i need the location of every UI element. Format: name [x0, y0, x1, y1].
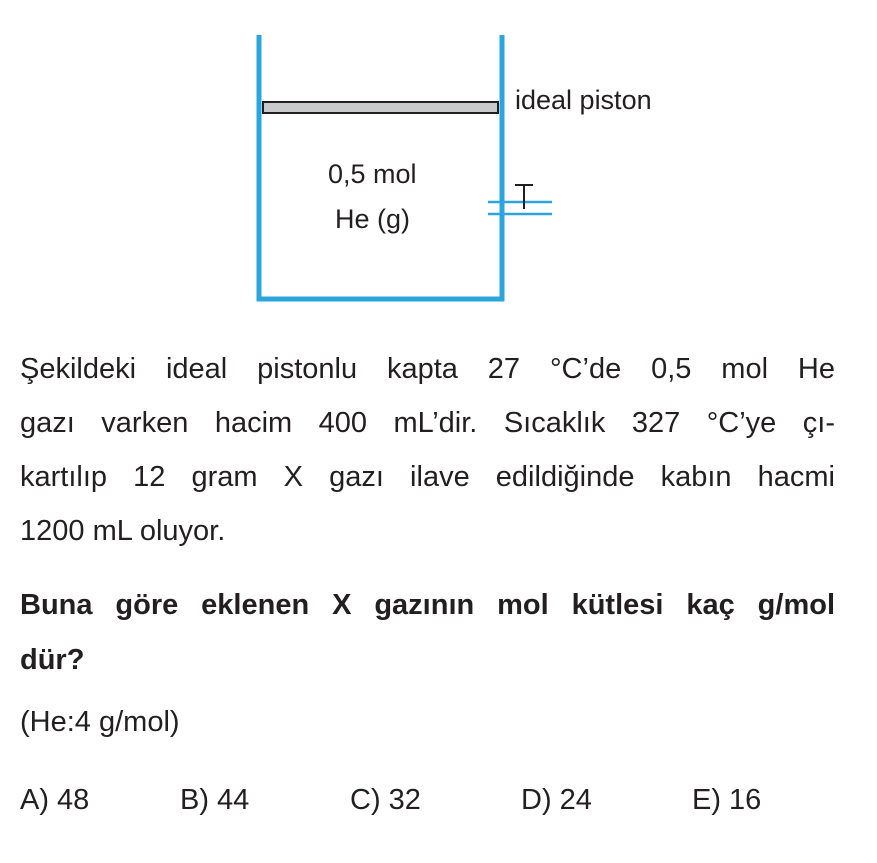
piston-label: ideal piston [515, 85, 652, 115]
question-line: gazı varken hacim 400 mL’dir. Sıcaklık 327 °C’ye çı- [20, 407, 835, 439]
option-a[interactable]: A) 48 [20, 784, 90, 816]
option-e[interactable]: E) 16 [692, 784, 762, 816]
question-prompt-line: Buna göre eklenen X gazının mol kütlesi kaç g/mol [20, 589, 835, 621]
question-line: kartılıp 12 gram X gazı ilave edildiğinde kabın hacmi [20, 461, 835, 493]
gas-amount-label: 0,5 mol [328, 159, 417, 189]
gas-species-label: He (g) [335, 204, 411, 234]
valve [488, 185, 552, 214]
question-prompt [20, 578, 835, 688]
piston [263, 102, 498, 113]
piston-diagram [0, 0, 877, 320]
question-line: Şekildeki ideal pistonlu kapta 27 °C’de 0,5 mol He [20, 353, 835, 385]
given-data: (He:4 g/mol) [20, 706, 180, 738]
option-c[interactable]: C) 32 [350, 784, 421, 816]
option-b[interactable]: B) 44 [180, 784, 250, 816]
question-stem [20, 342, 835, 558]
container-drawing [0, 0, 877, 320]
question-prompt-line: dür? [20, 644, 85, 676]
option-d[interactable]: D) 24 [521, 784, 592, 816]
question-line: 1200 mL oluyor. [20, 515, 226, 547]
